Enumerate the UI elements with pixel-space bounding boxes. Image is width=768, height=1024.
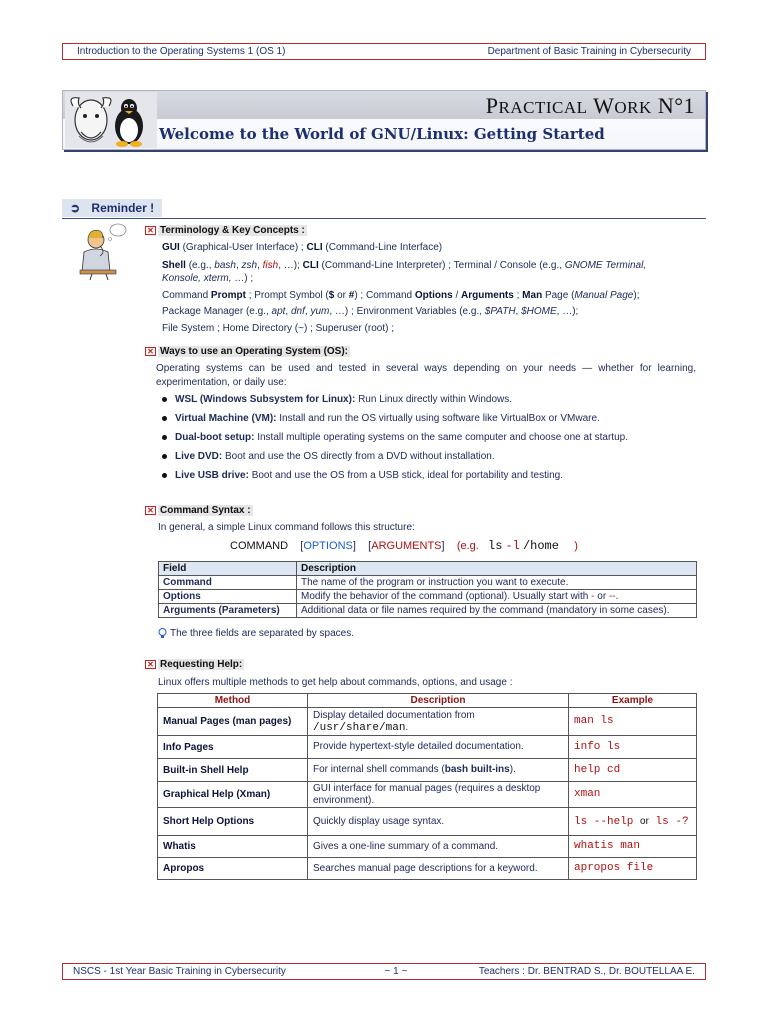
table-row: Short Help Options Quickly display usage syntax. ls --help or ls -?	[158, 808, 697, 836]
gnu-tux-logo-icon	[65, 92, 157, 148]
table-row: Arguments (Parameters) Additional data or file names required by the command (mandatory in some cases).	[159, 604, 697, 618]
syntax-note: The three fields are separated by spaces.	[158, 628, 354, 639]
reminder-heading: ➲ Reminder !	[62, 199, 706, 219]
help-table	[157, 693, 697, 880]
terminology-line-4: Package Manager (e.g., apt, dnf, yum, …) ; Environment Variables (e.g., $PATH, $HOME, …);	[162, 306, 579, 317]
list-item: Dual-boot setup: Install multiple operating systems on the same computer and choose one at startup.	[162, 432, 628, 443]
lightbulb-icon	[158, 628, 167, 639]
terminology-line-2b: Konsole, xterm, …) ;	[162, 273, 254, 284]
arrow-x-icon: ✕	[145, 347, 156, 356]
table-row: Whatis Gives a one-line summary of a command. whatis man	[158, 836, 697, 858]
arrow-x-icon: ✕	[145, 660, 156, 669]
syntax-structure: COMMAND [OPTIONS] [ARGUMENTS] (e.g. ls -l /home )	[230, 539, 578, 553]
list-item: Virtual Machine (VM): Install and run the OS virtually using software like VirtualBox or VMware.	[162, 413, 600, 424]
ways-intro: Operating systems can be used and tested in several ways depending on your needs — whether for learning, experimentation, or daily use:	[156, 363, 696, 388]
help-intro: Linux offers multiple methods to get help about commands, options, and usage :	[158, 677, 513, 688]
table-row: Options Modify the behavior of the command (optional). Usually start with - or --.	[159, 590, 697, 604]
terminology-line-1: GUI (Graphical-User Interface) ; CLI (Command-Line Interface)	[162, 242, 443, 253]
department-name: Department of Basic Training in Cybersecurity	[487, 46, 691, 57]
list-item: Live DVD: Boot and use the OS directly from a DVD without installation.	[162, 451, 495, 462]
table-header: Description	[308, 694, 569, 708]
table-header: Method	[158, 694, 308, 708]
arrow-circle-icon: ➲	[66, 200, 84, 216]
page-subtitle: Welcome to the World of GNU/Linux: Getting Started	[159, 125, 605, 143]
syntax-table	[158, 561, 697, 618]
table-row: Built-in Shell Help For internal shell commands (bash built-ins). help cd	[158, 759, 697, 782]
table-row: Graphical Help (Xman) GUI interface for manual pages (requires a desktop environment). xman	[158, 782, 697, 808]
syntax-intro: In general, a simple Linux command follows this structure:	[158, 522, 415, 533]
table-row: Apropos Searches manual page descriptions for a keyword. apropos file	[158, 858, 697, 880]
table-header: Field	[159, 562, 297, 576]
footer-program: NSCS - 1st Year Basic Training in Cybersecurity	[73, 966, 286, 977]
arrow-x-icon: ✕	[145, 226, 156, 235]
list-item: WSL (Windows Subsystem for Linux): Run Linux directly within Windows.	[162, 394, 512, 405]
page-number: ~ 1 ~	[384, 966, 408, 977]
footer-teachers: Teachers : Dr. BENTRAD S., Dr. BOUTELLAA E.	[478, 966, 695, 977]
terminology-line-3: Command Prompt ; Prompt Symbol ($ or #) ; Command Options / Arguments ; Man Page (Manual Page);	[162, 290, 640, 301]
thinking-person-icon	[78, 222, 128, 280]
syntax-heading: ✕ Command Syntax :	[145, 505, 253, 516]
page-header	[62, 43, 706, 60]
terminology-line-5: File System ; Home Directory (~) ; Superuser (root) ;	[162, 323, 395, 334]
table-header-row	[158, 694, 697, 708]
arrow-x-icon: ✕	[145, 506, 156, 515]
table-header: Example	[569, 694, 697, 708]
table-row: Command The name of the program or instruction you want to execute.	[159, 576, 697, 590]
practical-work-title: PRACTICAL WORK N°1	[485, 93, 695, 118]
terminology-line-2: Shell (e.g., bash, zsh, fish, …); CLI (Command-Line Interpreter) ; Terminal / Console (e.g., GNOME Terminal,	[162, 260, 647, 271]
table-row: Manual Pages (man pages) Display detailed documentation from /usr/share/man. man ls	[158, 708, 697, 736]
list-item: Live USB drive: Boot and use the OS from a USB stick, ideal for portability and testing.	[162, 470, 563, 481]
terminology-heading: ✕ Terminology & Key Concepts :	[145, 225, 307, 236]
help-heading: ✕ Requesting Help:	[145, 659, 244, 670]
table-header: Description	[297, 562, 697, 576]
ways-heading: ✕ Ways to use an Operating System (OS):	[145, 346, 350, 357]
table-row: Info Pages Provide hypertext-style detailed documentation. info ls	[158, 736, 697, 759]
page-footer	[62, 963, 706, 980]
table-header-row	[159, 562, 697, 576]
course-title: Introduction to the Operating Systems 1 (OS 1)	[77, 46, 286, 57]
title-banner	[62, 90, 706, 150]
